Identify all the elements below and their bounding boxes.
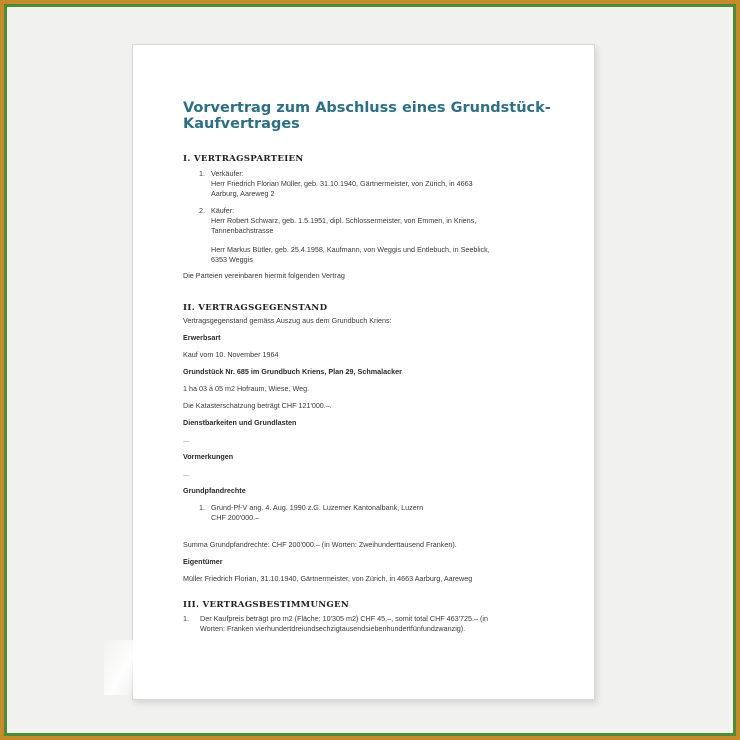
document-content (183, 100, 551, 634)
kaeufer-line-2: Tannenbachstrasse (211, 226, 274, 235)
eigentuemer-label: Eigentümer (183, 557, 223, 566)
document-title (183, 100, 551, 132)
kaeufer-label: Käufer: (211, 206, 235, 215)
kaeufer-line-4: 6353 Weggis (211, 255, 253, 264)
vormerkungen-value: ... (183, 469, 189, 478)
kaeufer-second-party (183, 245, 551, 265)
kaeufer-line-3: Herr Markus Bütler, geb. 25.4.1958, Kaufmann, von Weggis und Entlebuch, in Seeblick, (211, 245, 490, 254)
list-item-kaeufer (183, 206, 551, 236)
gegenstand-intro: Vertragsgegenstand gemäss Auszug aus dem Grundbuch Kriens: (183, 316, 392, 325)
title-line-2: Kaufvertrages (183, 116, 300, 132)
summa-grundpfandrechte: Summa Grundpfandrechte: CHF 200'000.– (in Worten: Zweihunderttausend Franken). (183, 540, 457, 549)
list-number: 2. (199, 206, 205, 215)
verkaeufer-line-2: Aarburg, Aareweg 2 (211, 189, 275, 198)
list-number: 1. (183, 614, 189, 623)
page-glare (104, 640, 134, 695)
section-heading-bestimmungen: III. VERTRAGSBESTIMMUNGEN (183, 600, 350, 610)
dienstbarkeiten-value: ... (183, 435, 189, 444)
grundstueck-value: 1 ha 03 à 05 m2 Hofraum, Wiese, Weg. (183, 384, 310, 393)
list-item-grundpfand (183, 503, 551, 523)
verkaeufer-label: Verkäufer: (211, 169, 244, 178)
vormerkungen-label: Vormerkungen (183, 452, 234, 461)
erwerbsart-value: Kauf vom 10. November 1964 (183, 350, 279, 359)
katasterschatzung: Die Katasterschatzung beträgt CHF 121'000.–. (183, 401, 332, 410)
parteien-closing: Die Parteien vereinbaren hiermit folgenden Vertrag (183, 271, 345, 280)
section-heading-gegenstand: II. VERTRAGSGEGENSTAND (183, 303, 328, 313)
dienstbarkeiten-label: Dienstbarkeiten und Grundlasten (183, 418, 297, 427)
list-number: 1. (199, 503, 205, 512)
list-item-verkaeufer (183, 169, 551, 199)
grundpfandrechte-label: Grundpfandrechte (183, 486, 246, 495)
kaeufer-line-1: Herr Robert Schwarz, geb. 1.5.1951, dipl. Schlossermeister, von Emmen, in Kriens, (211, 216, 477, 225)
list-number: 1. (199, 169, 205, 178)
grundpfand-line-2: CHF 200'000.– (211, 513, 260, 522)
verkaeufer-line-1: Herr Friedrich Florian Müller, geb. 31.10.1940, Gärtnermeister, von Zürich, in 4663 (211, 179, 473, 188)
erwerbsart-label: Erwerbsart (183, 333, 221, 342)
document-page (132, 44, 595, 700)
grundstueck-label: Grundstück Nr. 685 im Grundbuch Kriens, Plan 29, Schmalacker (183, 367, 402, 376)
section-heading-parteien: I. VERTRAGSPARTEIEN (183, 154, 304, 164)
title-line-1: Vorvertrag zum Abschluss eines Grundstück- (183, 100, 551, 116)
eigentuemer-value: Müller Friedrich Florian, 31.10.1940, Gärtnermeister, von Zürich, in 4663 Aarburg, Aareweg (183, 574, 473, 583)
list-item-kaufpreis (183, 614, 551, 634)
kaufpreis-line-1: Der Kaufpreis beträgt pro m2 (Fläche: 10'305 m2) CHF 45.–, somit total CHF 463'725.– (in (200, 614, 488, 623)
grundpfand-line-1: Grund-Pf-V ang. 4. Aug. 1990 z.G. Luzerner Kantonalbank, Luzern (211, 503, 424, 512)
kaufpreis-line-2: Worten: Franken vierhundertdreiundsechzigtausendsiebenhundertfünfundzwanzig). (200, 624, 466, 633)
